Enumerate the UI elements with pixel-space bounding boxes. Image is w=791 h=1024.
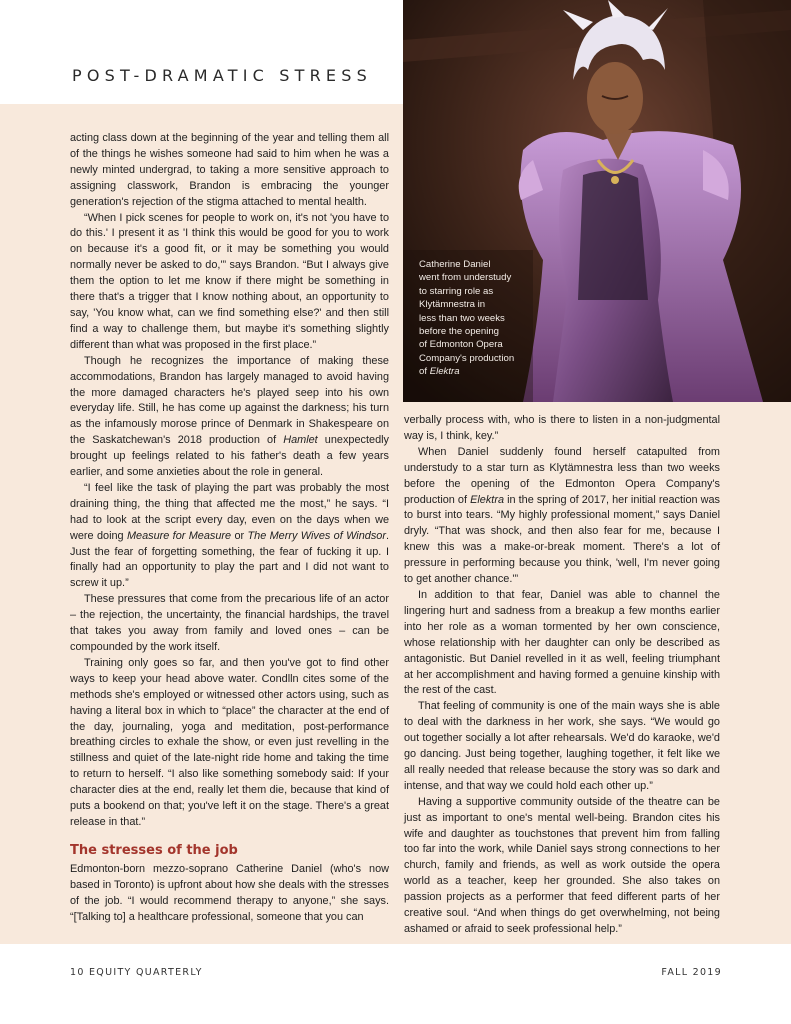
text: unexpectedly brought up feelings related to his father's death a few years earlier, and some anxieties about the role in general. <box>70 434 389 479</box>
caption-line: to starring role as <box>419 285 494 297</box>
paragraph: That feeling of community is one of the main ways she is able to deal with the darkness in her work, she says. “We would go out together socially a lot after rehearsals. We'd do karaoke, we'd go dancing. Just being together, laughing together, it felt like we all really needed that release because the story was so dark and intense, and that way we could hold each other up.” <box>404 700 720 792</box>
caption-text: of <box>419 366 428 378</box>
footer-issue: FALL 2019 <box>661 967 722 978</box>
caption-line: went from understudy <box>419 272 512 284</box>
paragraph: Having a supportive community outside of the theatre can be just as important to one's mental well-being. Brandon cites his wife and daughter as touchstones that prevent him from falling too far into the work, while Daniel says strong connections to her church, family and friends, as well as work outside the opera world as a teacher, keep her grounded. She also takes on passion projects as a performer that feed different parts of her creative soul. “And when things do get overwhelming, not being ashamed or afraid to seek professional help.” <box>404 795 720 935</box>
caption-production-title: Elektra <box>429 366 460 378</box>
footer-publication: 10 EQUITY QUARTERLY <box>70 967 203 978</box>
paragraph <box>70 481 389 592</box>
paragraph: acting class down at the beginning of the year and telling them all of the things he wishes someone had said to him when he was a newly minted undergrad, to taking a more sensitive approach to assigning classwork, Brandon is embracing the younger generation's rejection of the stigma attached to mental health. <box>70 132 389 208</box>
paragraph: “When I pick scenes for people to work on, it's not 'you have to do this.' I present it as 'I think this would be good for you to work on because it's a good fit, or it may be something you would normally never be asked to do,'” says Brandon. “But I always give them the option to let me know if there might be something in there that's a trigger that I know nothing about, an opportunity to say, 'You know what, can we find something else?' and then still find a way to challenge them, but maybe it's something slightly different than what was proposed in the first place.” <box>70 211 389 351</box>
play-title: Measure for Measure <box>126 529 232 542</box>
caption-line: before the opening <box>419 326 500 338</box>
page-title: POST-DRAMATIC STRESS <box>72 66 372 85</box>
paragraph: In addition to that fear, Daniel was able to channel the lingering hurt and sadness from a breakup a few months earlier into her role as a woman tormented by her own conscience, whose relationship with her daughter can only be described as antagonistic. But Daniel revelled in it as well, feeling triumphant at her accomplishment and having formed a genuine kinship with the rest of the cast. <box>404 588 720 697</box>
paragraph: These pressures that come from the precarious life of an actor – the rejection, the uncertainty, the financial hardships, the travel that takes you away from family and loved ones – can be compounded by the work itself. <box>70 593 389 653</box>
paragraph: Edmonton-born mezzo-soprano Catherine Daniel (who's now based in Toronto) is upfront about how she deals with the stresses of the job. “I would recommend therapy to anyone,” she says. “[Talking to] a healthcare professional, someone that you can <box>70 862 389 923</box>
paragraph: Training only goes so far, and then you've got to find other ways to keep your head above water. Condlln cites some of the methods she's employed or witnessed other actors using, such as having a literal box in which to “place” the character at the end of the day, journaling, yoga and meditation, post-performance breathing circles to exhale the show, or even just revelling in the stillness and quiet of the late-night ride home and taking the time to return to herself. “I also like something somebody said: If your character dies at the end, really let them die, because that kind of puts a bookend on that; you've left it on the stage. There's a great release in that.” <box>70 656 389 828</box>
play-title: The Merry Wives of Windsor <box>247 529 386 542</box>
text: Though he recognizes the importance of making these accommodations, Brandon has largely managed to avoid having the more damaged characters he's played seep into his own everyday life. Still, he has come up against the darkness; his turn as the infamously morose prince of Denmark in Shakespeare on the Saskatchewan's 2018 production of <box>70 354 389 447</box>
paragraph <box>70 354 389 481</box>
caption-line: Klytämnestra in <box>419 299 486 311</box>
caption-line <box>419 365 529 378</box>
production-title: Elektra <box>470 493 505 506</box>
text: or <box>231 529 248 542</box>
photo-caption <box>419 258 529 379</box>
text: in the spring of 2017, her initial reaction was to burst into tears. “My highly professional moment,” says Daniel dryly. “That was shock, and then also fear for me, because I knew this was a make-or-break moment. There's a lot of pressure in performing because you think, 'well, I'm never going to get another chance.'” <box>404 493 721 586</box>
caption-line: less than two weeks <box>419 312 505 324</box>
caption-line: of Edmonton Opera <box>419 339 503 351</box>
section-subheading: The stresses of the job <box>70 842 238 858</box>
text: When Daniel suddenly found herself catapulted from understudy to a star turn as Klytämnestra less than two weeks before the opening of the Edmonton Opera Company's production of <box>404 445 720 506</box>
text: “I feel like the task of playing the part was probably the most draining thing, the thing that affected me the most,” he says. “I had to look at the script every day, even on the days when we were doing <box>70 481 389 542</box>
caption-line: Catherine Daniel <box>419 259 491 270</box>
text: . Just the fear of forgetting something, the fear of fucking it up. I finally had an opportunity to play the part and I did not want to screw it up.” <box>70 529 389 590</box>
play-title: Hamlet <box>283 434 318 447</box>
paragraph: verbally process with, who is there to listen in a non-judgmental way is, I think, key.” <box>404 414 720 442</box>
caption-line: Company's production <box>419 352 515 364</box>
paragraph <box>404 445 720 588</box>
article-right-column <box>404 413 720 938</box>
article-left-column <box>70 131 389 926</box>
